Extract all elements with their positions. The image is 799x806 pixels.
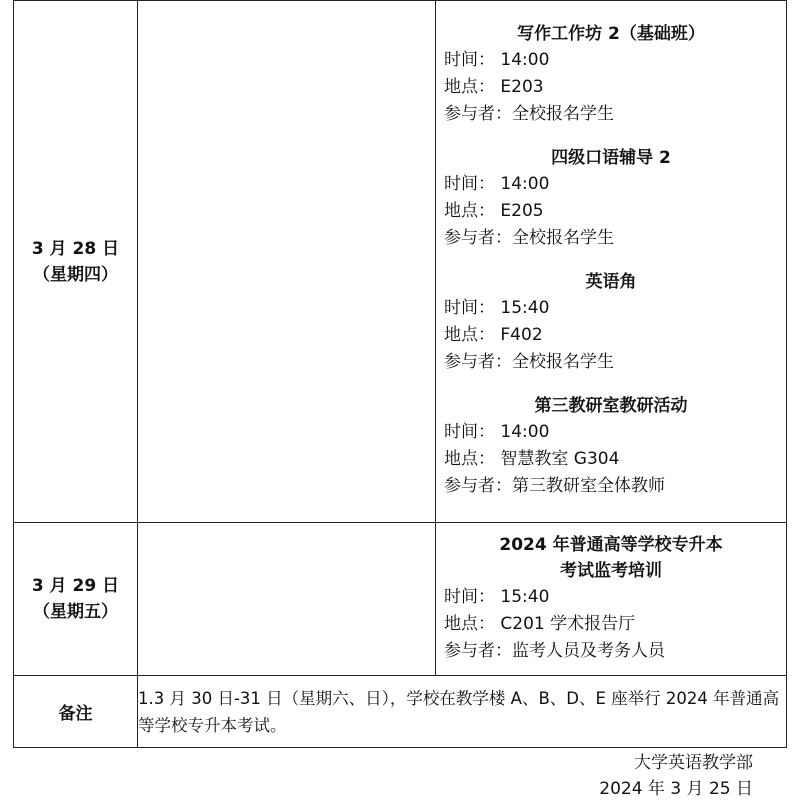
event-title-line1: 2024 年普通高等学校专升本 — [499, 534, 723, 555]
schedule-row-mar29 — [14, 523, 787, 676]
event-participants: 参与者：第三教研室全体教师 — [444, 476, 665, 496]
signature-department: 大学英语教学部 — [634, 753, 753, 773]
events-cell — [436, 1, 787, 523]
event-item — [444, 145, 778, 252]
schedule-table — [13, 0, 787, 748]
event-place: 地点： 智慧教室 G304 — [444, 449, 620, 469]
date-cell — [14, 1, 138, 523]
event-time: 时间： 14:00 — [444, 422, 550, 442]
event-title: 第三教研室教研活动 — [534, 396, 688, 416]
signature-block — [599, 750, 753, 802]
event-title: 英语角 — [585, 272, 637, 292]
event-title: 写作工作坊 2（基础班） — [517, 24, 705, 44]
events-cell — [436, 523, 787, 676]
weekday-text: （星期四） — [33, 264, 118, 285]
notes-text: 1.3 月 30 日-31 日（星期六、日），学校在教学楼 A、B、D、E 座举行 2024 年普通高等学校专升本考试。 — [138, 676, 787, 748]
event-item — [444, 269, 778, 376]
event-item — [444, 21, 778, 128]
event-participants: 参与者：全校报名学生 — [444, 228, 614, 248]
event-time: 时间： 14:00 — [444, 50, 550, 70]
event-place: 地点： C201 学术报告厅 — [444, 613, 636, 634]
event-time: 时间： 15:40 — [444, 586, 550, 607]
date-text: 3 月 28 日 — [31, 238, 120, 259]
event-participants: 参与者：全校报名学生 — [444, 104, 614, 124]
event-title-line2: 考试监考培训 — [560, 560, 662, 581]
event-time: 时间： 14:00 — [444, 174, 550, 194]
weekday-text: （星期五） — [33, 602, 118, 622]
schedule-row-mar28 — [14, 1, 787, 523]
empty-cell — [138, 523, 436, 676]
notes-row — [14, 676, 787, 748]
event-item — [444, 532, 778, 665]
event-title: 四级口语辅导 2 — [551, 148, 671, 168]
event-item — [444, 393, 778, 500]
event-place: 地点： E203 — [444, 77, 544, 97]
event-participants: 参与者：全校报名学生 — [444, 352, 614, 372]
signature-date: 2024 年 3 月 25 日 — [599, 779, 753, 799]
date-cell — [14, 523, 138, 676]
date-text: 3 月 29 日 — [31, 576, 120, 596]
event-place: 地点： F402 — [444, 325, 543, 345]
event-participants: 参与者：监考人员及考务人员 — [444, 640, 665, 661]
empty-cell — [138, 1, 436, 523]
event-place: 地点： E205 — [444, 201, 544, 221]
event-time: 时间： 15:40 — [444, 298, 550, 318]
notes-label: 备注 — [14, 676, 138, 748]
